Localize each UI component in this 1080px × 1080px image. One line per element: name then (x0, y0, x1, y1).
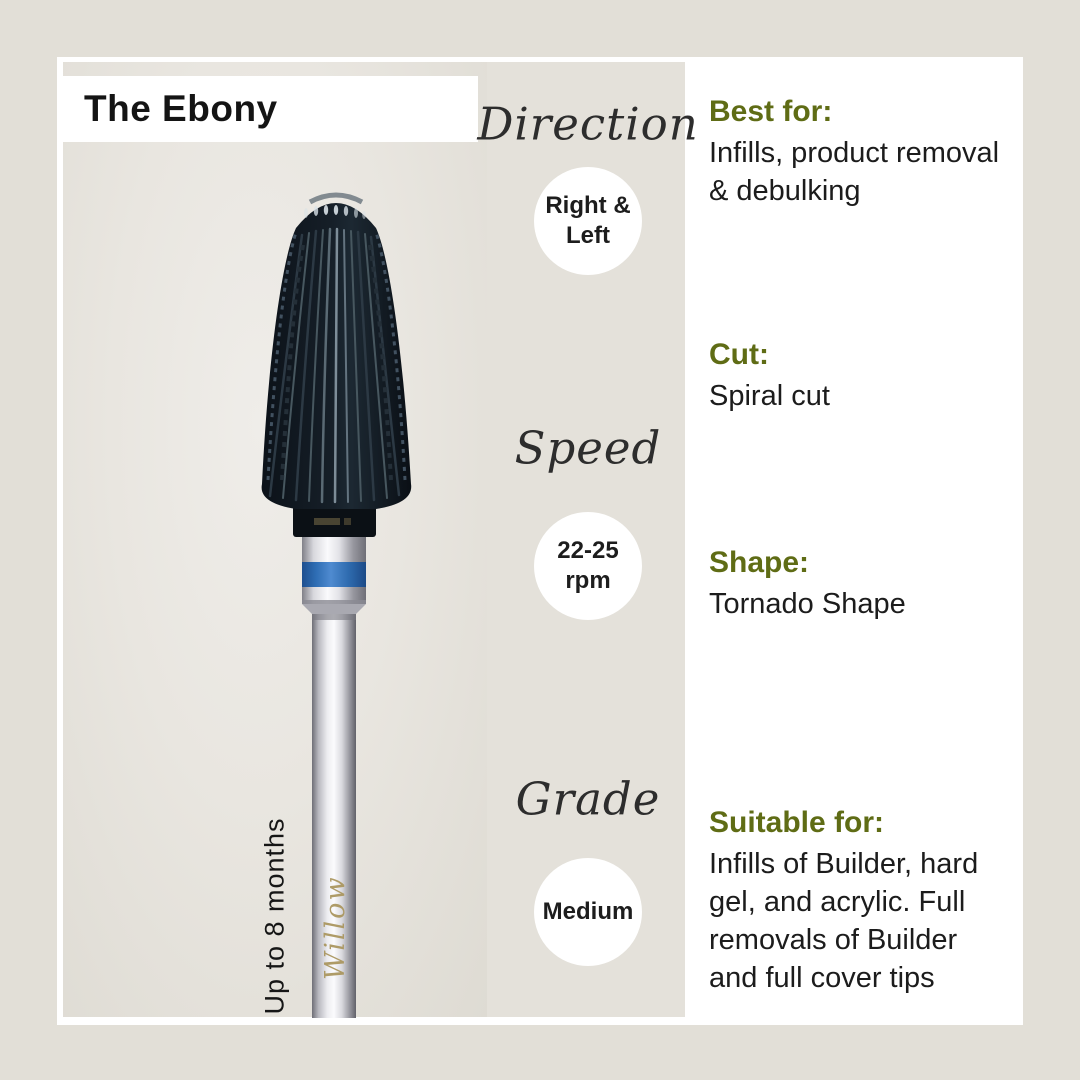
spec-label-speed: Speed (514, 421, 662, 475)
detail-body: Infills of Builder, hard gel, and acrylic. Full removals of Builder and full cover tips (709, 848, 979, 994)
drill-neck (302, 604, 366, 614)
title-box (57, 76, 478, 142)
detail-heading: Suitable for: (709, 806, 885, 839)
spec-value-grade: Medium (534, 858, 642, 966)
detail-body: Spiral cut (709, 380, 830, 412)
spec-value-speed: 22-25 rpm (534, 512, 642, 620)
detail-heading: Cut: (709, 338, 769, 371)
lifespan-label: Up to 8 months (259, 817, 290, 1015)
page-title: The Ebony (84, 88, 278, 129)
blue-band (302, 562, 366, 587)
detail-best-for (709, 92, 1011, 210)
detail-shape (709, 543, 1011, 623)
detail-body: Infills, product removal & debulking (709, 137, 1000, 207)
detail-body: Tornado Shape (709, 588, 906, 620)
detail-suitable-for (709, 803, 1011, 997)
detail-cut (709, 335, 1011, 415)
detail-heading: Shape: (709, 546, 810, 579)
shaft-brand-text: Willow (320, 875, 351, 980)
detail-heading: Best for: (709, 95, 833, 128)
spec-label-grade: Grade (515, 772, 661, 826)
details-column (685, 60, 1022, 1025)
spec-label-direction: Direction (477, 97, 699, 151)
collar-engraving (314, 518, 340, 525)
spec-value-direction: Right & Left (534, 167, 642, 275)
